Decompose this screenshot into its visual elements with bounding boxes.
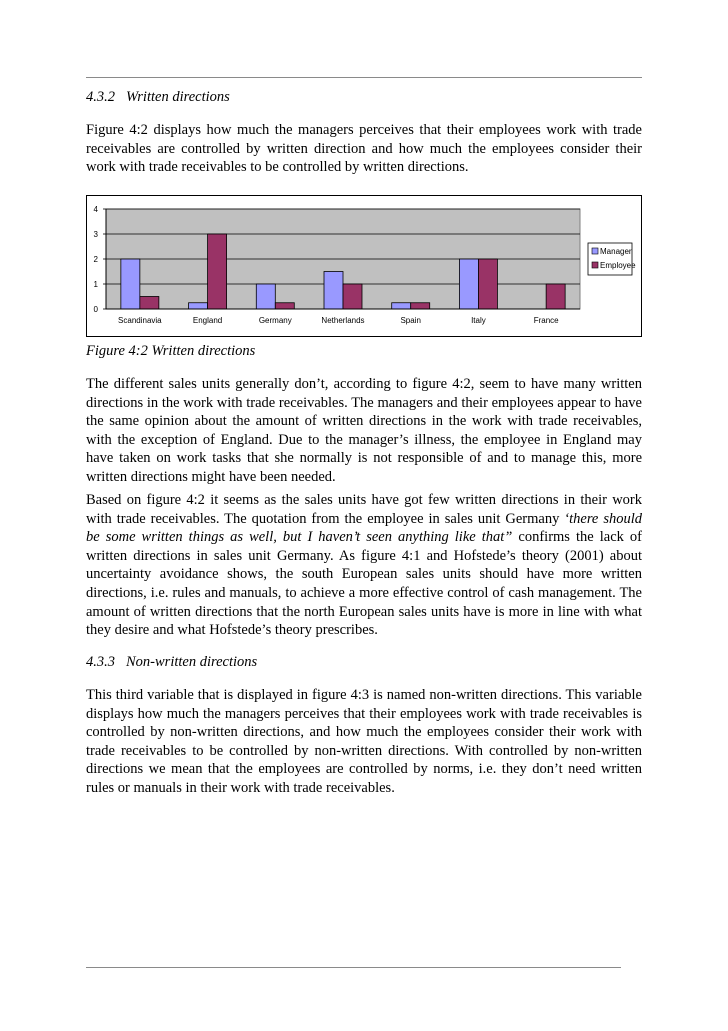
y-tick-label: 1 — [93, 280, 98, 289]
x-tick-label: England — [192, 316, 223, 325]
non-written-paragraph: This third variable that is displayed in figure 4:3 is named non-written directions. This variable displays how much the managers perceives that their employees work with trade receivables is controlled by non-written directions, and how much the employees consider their work with trade receivables to be controlled by non-written directions. With controlled by non-written directions we mean that the employees are controlled by norms, i.e. they don’t need written rules or manuals in their work with trade receivables. — [86, 687, 642, 796]
bar-employee-italy — [478, 259, 497, 309]
y-tick-label: 4 — [93, 205, 98, 214]
section-heading-non-written-directions — [86, 654, 257, 671]
bar-manager-italy — [459, 259, 478, 309]
employee-quote: ‘there should be some written things as well, but I haven’t seen anything like that” — [86, 510, 642, 546]
x-tick-label: France — [533, 316, 559, 325]
legend-swatch-employee — [592, 262, 598, 268]
bar-manager-netherlands — [324, 272, 343, 310]
section-number-2: 4.3.3 — [86, 654, 115, 670]
footer-rule — [86, 967, 621, 968]
paragraph-germany-start: Based on figure 4:2 it seems as the sales units have got few written directions in their work with trade receivables. The quotation from the employee in sales unit Germany — [86, 492, 642, 527]
x-tick-label: Netherlands — [321, 316, 365, 325]
legend-label-manager: Manager — [600, 247, 632, 256]
section-title: Written directions — [126, 89, 230, 105]
x-tick-label: Italy — [471, 316, 486, 325]
section-number: 4.3.2 — [86, 89, 115, 105]
legend-label-employee: Employee — [600, 261, 636, 270]
section-heading-written-directions — [86, 89, 230, 106]
bar-employee-scandinavia — [140, 297, 159, 310]
intro-paragraph: Figure 4:2 displays how much the managers perceives that their employees work with trade receivables are controlled by written direction and how much the employees consider their work with trade receivables to be controlled by written directions. — [86, 122, 642, 176]
paragraph-england: The different sales units generally don’t, according to figure 4:2, seem to have many written directions in the work with trade receivables. The managers and their employees appear to have the same opinion about the amount of written directions in the work with trade receivables, with the exception of England. Due to the manager’s illness, the employee in England may have taken on work tasks that she normally is not responsible of and to manage this, more written directions might have been needed. — [86, 376, 642, 485]
header-rule — [86, 77, 642, 78]
paragraph-germany — [86, 491, 642, 640]
bar-employee-germany — [275, 303, 294, 309]
y-tick-label: 2 — [93, 255, 98, 264]
section-title-2: Non-written directions — [126, 654, 258, 670]
y-tick-label: 0 — [93, 305, 98, 314]
bar-employee-spain — [411, 303, 430, 309]
bar-manager-england — [189, 303, 208, 309]
bar-manager-germany — [256, 284, 275, 309]
bar-employee-france — [546, 284, 565, 309]
bar-manager-scandinavia — [121, 259, 140, 309]
chart-legend — [588, 243, 636, 275]
y-tick-label: 3 — [93, 230, 98, 239]
bar-employee-england — [208, 234, 227, 309]
figure-caption: Figure 4:2 Written directions — [86, 343, 256, 359]
bar-manager-spain — [392, 303, 411, 309]
paragraph-germany-end: confirms the lack of written directions in sales unit Germany. As figure 4:1 and Hofstede’s theory (2001) about uncertainty avoidance shows, the south European sales units should have more written directions, i.e. rules and manuals, to achieve a more effective control of cash management. The amount of written directions that the north European sales units have is more in line with what they desire and what Hofstede’s theory prescribes. — [86, 529, 642, 639]
legend-swatch-manager — [592, 248, 598, 254]
x-tick-label: Germany — [258, 316, 292, 325]
written-directions-chart — [86, 195, 642, 337]
bar-employee-netherlands — [343, 284, 362, 309]
x-tick-label: Scandinavia — [118, 316, 162, 325]
x-tick-label: Spain — [400, 316, 421, 325]
